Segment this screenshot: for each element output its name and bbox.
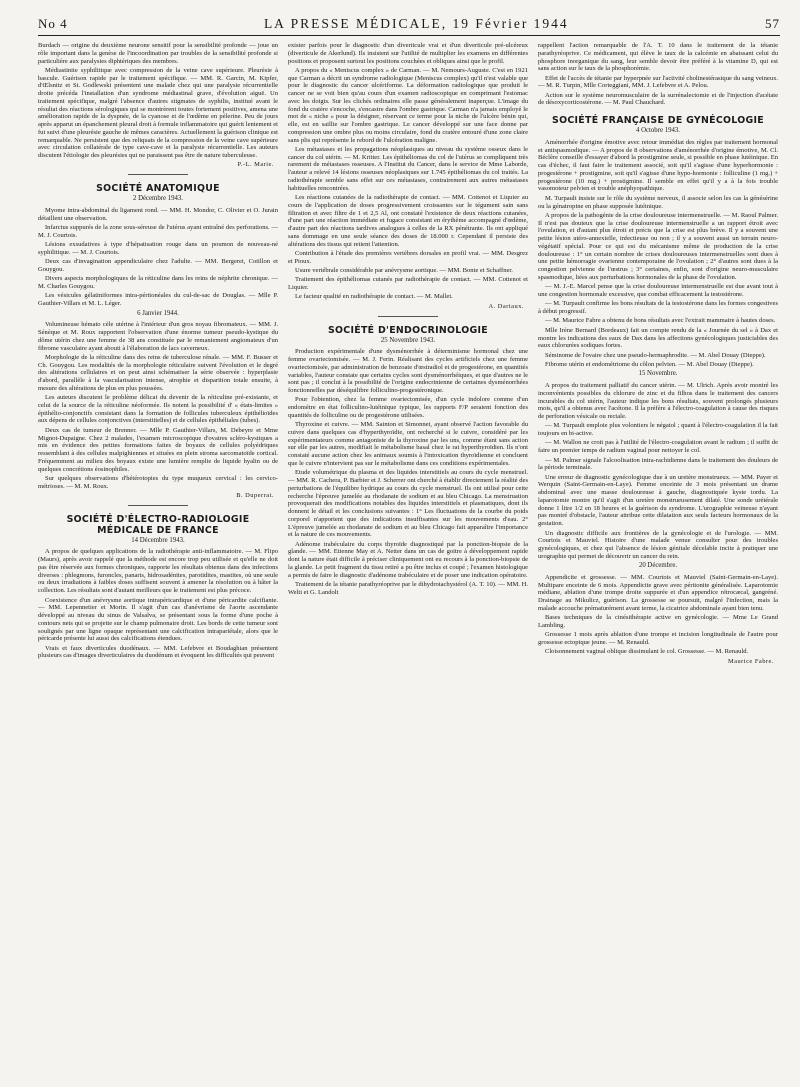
session-date: 20 Décembre. <box>638 562 678 570</box>
section-heading: SOCIÉTÉ D'ENDOCRINOLOGIE <box>327 324 488 336</box>
page-number: 57 <box>764 16 780 31</box>
article-paragraph: Deux cas de tumeur de Brenner. — Mlle P. Gauthier-Villars, M. Debeyre et Mme Mignot-Dupaigne. Chez 2 malades, l'examen microscopique d'ovaires scléro-kystiques a mis en évidence des petites formations faites de boyaux de cellules polyédriques ressemblant à des cellules malpighiennes et situées en plein stroma sarcomatoïde cortical. Fréquemment au milieu des boyaux existe une lumière remplie de liquide hyalin ou de quelques concrétions éosinophiles. <box>38 426 278 473</box>
article-paragraph: Production expérimentale d'une dysménorrhée à déterminisme hormonal chez une femme ovariectomisée. — M. J. Ferin. Réalisant des cycles artificiels chez une femme ovariectomisée, par administration de benzoate d'œstradiol et de progestérone, en quantités variables, l'auteur constate que certains cycles sont dysménorrhéiques, et que d'autres ne le sont pas ; il conclut à la possibilité de l'origine endocrinienne de certaines dysménorrhées fonctionnelles par déséquilibre folliculino-progestéronique. <box>288 348 528 394</box>
session-date: 15 Novembre. <box>638 370 678 378</box>
article-paragraph: Les réactions cutanées de la radiothérapie de contact. — MM. Cottenot et Liquier au cours de l'application de doses progressivement croissantes sur le tégument sain sans filtration et avec filtre de 1 et 2,5 Al, ont constaté l'existence de deux réactions cutanées, d'une part une réaction immédiate et fugace consistant en érythème accompagné d'œdème, d'autre part des réactions tardives analogues à celles de la RX pénétrante. Ils ont appliqué sans dommage en une seule séance des doses de 18.000 r. Cependant il persiste des altérations des tissus qui retient l'attention. <box>288 194 528 248</box>
section-heading: SOCIÉTÉ D'ÉLECTRO-RADIOLOGIE MÉDICALE DE FRANCE <box>66 513 250 536</box>
article-paragraph: Adénome trabéculaire du corps thyroïde diagnostiqué par la ponction-biopsie de la glande. — MM. Etienne May et A. Netter dans un cas de goitre à développement rapide dont la nature était difficile à préciser cliniquement ont eu recours à la ponction-biopsie de la glande. Le petit fragment du tissu retiré a pu être inclus et coupé ; l'examen histologique a permis de faire le diagnostic d'adénome trabéculaire et de poser une indication opératoire. <box>288 540 528 579</box>
session-date: 6 Janvier 1944. <box>137 309 179 317</box>
article-paragraph: Myome intra-abdominal du ligament rond. — MM. H. Mondor, C. Olivier et O. Jurain détaillent une observation. <box>38 206 278 222</box>
separator-rule <box>128 505 188 506</box>
journal-title: LA PRESSE MÉDICALE, 19 Février 1944 <box>263 16 569 31</box>
article-paragraph: Cloisonnement vaginal oblique dissimulant le col. Grossesse. — M. Renauld. <box>545 648 749 656</box>
session-date: 2 Décembre 1943. <box>132 195 183 203</box>
article-paragraph: — M. Maurice Fabre a obtenu de bons résultats avec l'extrait mammaire à hautes doses. <box>545 317 776 325</box>
article-paragraph: Médiastinite syphilitique avec compression de la veine cave supérieure. Pleurésie à bascule. Guérison rapide par le traitement spécifique. — MM. R. Garcin, M. Kipfer, d'Œlsnitz et St. Godlewski présentent une malade chez qui une paralysie récurrentielle droite précéda l'installation d'un syndrome médiastinal grave, d'évolution aiguë. Un traitement spécifique, malgré l'absence d'autres stigmates de syphilis, institué avant le résultat des réactions sérologiques qui se montrèrent toutes fortement positives, amena une amélioration rapide de la dyspnée, de la cyanose et de l'œdème en pèlerine. Peu de jours après apparut un épanchement pleural droit à formule inflammatoire qui guérit lentement et fut suivi d'une pleurésie gauche de mêmes caractères. Actuellement la guérison clinique est remarquable. Ne persistent que des reliquats de la compression de la veine cave supérieure avec circulation collatérale de type cave-cave et la paralysie récurrentielle. Les auteurs discutent l'étiologie des pleurésies qui ne paraissent pas être de nature tuberculeuse. <box>38 66 278 160</box>
article-paragraph: Vrais et faux diverticules duodénaux. — MM. Lefebvre et Boudaghian présentent plusieurs cas d'images diverticulaires du duodénum et évoquent les difficultés qui peuvent <box>38 644 278 660</box>
article-paragraph: Etude volumétrique du plasma et des liquides interstitiels au cours du cycle menstruel. — MM. R. Cachera, P. Barbier et J. Scherrer ont cherché à établir directement la réalité des perturbations de l'équilibre hydrique au cours du cycle menstruel. Ils ont utilisé pour cette recherche l'épreuve jumelée au rhodanate de sodium et au bleu Chicago. La menstruation provoquerait des modifications notables des liquides interstitiels et plasmatiques, dont ils donnent le détail et les conclusions suivantes : 1° Les fluctuations de la courbe du poids corporel n'apportent que des indications insuffisantes sur les mouvements d'eau. 2° L'épreuve jumelée au rhodanate de sodium et au bleu Chicago fait apparaître l'importance et la nature de ces mouvements. <box>288 469 528 539</box>
article-paragraph: Fibrome utérin et endométriome du côlon pelvien. — M. Abel Douay (Dieppe). <box>545 360 754 368</box>
article-paragraph: Appendicite et grossesse. — MM. Courtois et Mauviel (Saint-Germain-en-Laye). Multipare enceinte de 6 mois. Appendicite grave avec péritonite généralisée. Laparotomie médiane, ablation d'une trompe droite suppurée et d'un appendice rétrocæcal, gangréné. Drainage au Mikulicz, guérison. La grossesse se poursuit, malgré l'infection, mais la malade accouche prématurément avant terme, la cicatrice abdominale ayant bien tenu. <box>538 573 778 612</box>
article-paragraph: — M. Turpault emploie plus volontiers le négatol ; quant à l'électro-coagulation il la fait toujours en bi-active. <box>538 422 778 438</box>
article-paragraph: Divers aspects morphologiques de la réticuline dans les reins de néphrite chronique. — M. Charles Gouygou. <box>38 275 278 291</box>
article-paragraph: Les métastases et les propagations néoplasiques au niveau du système osseux dans le cancer du col utérin. — M. Kritter. Les épithéliomas du col de l'utérus se compliquent très rarement de métastases osseuses. A l'Institut du Cancer, dans le service de Mme Laborde, l'auteur a relevé 14 lésions osseuses néoplasiques sur 1.745 épithéliomas du col traités. La radiothérapie semble sans effet sur ces métastases, contrairement aux autres métastases habituelles rencontrées. <box>288 145 528 192</box>
article-paragraph: A propos de quelques applications de la radiothérapie anti-inflammatoire. — M. Flipo (Maurs), après avoir rappelé que la méthode est encore trop peu utilisée et qu'elle ne doit pas être réservée aux formes chroniques, rapporte les résultats obtenus dans des infections diverses : phlegmons, furoncles, panaris, hidrosadénites, parotidites, mastites, où une seule ou deux irradiations à faibles doses suffisent souvent à amener la résolution ou à hâter la collection. Les résultats sont d'autant meilleurs que le traitement est plus précoce. <box>38 548 278 595</box>
session-date: 14 Décembre 1943. <box>131 536 185 544</box>
author-signature: Maurice Fabre. <box>727 657 774 665</box>
session-date: 25 Novembre 1943. <box>380 336 436 344</box>
columns <box>38 42 780 1087</box>
article-paragraph: exister parfois pour le diagnostic d'un diverticule vrai et d'un diverticule pré-ulcéreux (diverticule de Akerlund). Ils insistent sur l'utilité de multiplier les examens en différentes positions et proposent surtout les positions couchées et obliques ainsi que le profil. <box>288 42 528 65</box>
article-paragraph: Les auteurs discutent le problème délicat du devenir de la réticuline pré-existante, et celui de la source de la réticuline néoformée. Ils notent la possibilité d' « états-limites » épithélio-conjonctifs consistant dans la formation de follicules tuberculeux épithélioïdes aux dépens de cellules conjonctives (interstitielles) et de cellules épithéliales (tubes). <box>38 394 278 425</box>
article-paragraph: Séminome de l'ovaire chez une pseudo-hermaphrodite. — M. Abel Douay (Dieppe). <box>545 351 766 359</box>
separator-rule <box>378 316 438 317</box>
session-date: 4 Octobre 1943. <box>636 127 680 135</box>
article-paragraph: Le facteur qualité en radiothérapie de contact. — M. Mallet. <box>295 293 453 301</box>
article-paragraph: Thyroxine et cuivre. — MM. Sainton et Simonnet, ayant observé l'action favorable du cuivre dans quelques cas d'hyperthyroïdie, ont recherché si le cuivre, considéré par les expérimentateurs comme antagoniste de la thyroxine par les uns, comme étant sans action sur elle par les autres, modifiait le métabolisme basal chez le rat hyperthyroïdien. Ils n'ont constaté aucune action chez les animaux soumis à l'intoxication thyroïdienne et concluent que le cuivre n'intervient pas sur le métabolisme dans ces conditions expérimentales. <box>288 421 528 467</box>
article-paragraph: Mlle Irène Bernard (Bordeaux) fait un compte rendu de la « Journée du sel » à Dax et montre les indications des eaux de Dax dans les affections gynécologiques justiciables des eaux chlorurées sodiques fortes. <box>538 326 778 350</box>
article-paragraph: Infarctus suppurés de la zone sous-séreuse de l'utérus ayant entraîné des perforations. — M. J. Courtois. <box>38 224 278 239</box>
author-signature: P.-L. Marie. <box>237 161 274 169</box>
article-paragraph: Aménorrhée d'origine émotive avec retour immédiat des règles par traitement hormonal et antispasmodique. — A propos de 8 observations d'aménorrhée d'origine émotive, M. Cl. Béclère conseille d'essayer d'abord la prostigmine seule, si possible en phase lutéinique. En cas d'échec, il faut faire le traitement associé, soit qu'il s'agisse d'une hyperhormonie : progestérone + prostigmine, soit qu'il s'agisse d'une hypo-hormonie : folliculine (1 mg.) + progestérone (10 mg.) + prostigmine. Il semble en effet qu'il y a à la fois trouble vasomoteur pelvien et trouble anéphyopathique. <box>538 138 778 193</box>
section-heading: SOCIÉTÉ ANATOMIQUE <box>96 183 220 195</box>
article-paragraph: Pour l'obtention, chez la femme ovariectomisée, d'un cycle indolore comme d'un endomètre en état folliculino-lutéinique typique, les rapports F/P seraient fonction des quantités de folliculine ou de progestérone utilisées. <box>288 396 528 419</box>
article-paragraph: Deux cas d'invagination appendiculaire chez l'adulte. — MM. Bergeret, Cotillon et Gouygou. <box>38 258 278 273</box>
column-middle <box>288 42 528 1087</box>
article-paragraph: Grossesse 1 mois après ablation d'une trompe et incision longitudinale de l'autre pour grossesse ectopique jeune. — M. Renauld. <box>538 631 778 647</box>
column-right <box>538 42 778 1087</box>
page-header <box>38 16 780 36</box>
article-paragraph: Sur quelques observations d'hétérotopies du type muqueux cervical : les cervico-métrioses. — M. M. Roux. <box>38 474 278 490</box>
article-paragraph: Traitement des épithéliomas cutanés par radiothérapie de contact. — MM. Cottenot et Liquier. <box>288 276 528 292</box>
article-paragraph: A propos du traitement palliatif du cancer utérin. — M. Ulrich. Après avoir montré les inconvénients possibles du chlorure de zinc et du filhos dans le traitement des cancers incurables du col utérin, l'auteur indique les bons résultats, souvent prolongés plusieurs mois, qu'il a obtenus avec l'acétone. Il la préfère à l'électro-coagulation à cause des risques de perforation vésicale ou rectale. <box>538 382 778 421</box>
section-heading: SOCIÉTÉ FRANÇAISE DE GYNÉCOLOGIE <box>552 115 764 127</box>
issue-number: No 4 <box>38 16 68 31</box>
article-paragraph: Effet de l'accès de tétanie par hyperpnée sur l'activité cholinestérasique du sang veineux. — M. R. Turpin, Mlle Corteggiani, MM. J. Lefebvre et A. Pelou. <box>538 74 778 90</box>
article-paragraph: A propos de la pathogénie de la crise douloureuse intermenstruelle. — M. Raoul Palmer. Il n'est pas douteux que la crise douloureuse intermenstruelle a un rapport étroit avec l'ovulation, et d'autant plus étroit et précis que la crise est plus brève. Il y a souvent une petite lésion utéro-annexielle, infectieuse ou non ; il y a souvent aussi un terrain neuro-végétatif spécial. Pour ce qui est du mécanisme même de production de la crise douloureuse : 1° un certain nombre de crises douloureuses intermenstruelles sont dues à une petite hémorragie ovarienne contemporaine de l'ovulation ; 2° d'autres sont dues à la congestion pelvienne de l'œstrus ; 3° certaines, enfin, sont d'origine neuro-musculaire spasmodique, liées aux perturbations hormonales de la phase de l'ovulation. <box>538 211 778 281</box>
article-paragraph: Une erreur de diagnostic gynécologique due à un uretère monstrueux. — MM. Payer et Werquin (Saint-Germain-en-Laye). Femme enceinte de 3 mois présentant un drame abdominal avec une masse douloureuse à gauche, diagnostiquée kyste tordu. La laparotomie montre qu'il s'agit d'un uretère monstrueusement dilaté. Une sonde urétérale donne 1 litre 1/2 en 18 heures et la guérison du syndrome. L'urographie veineuse n'ayant pas montré d'obstacle, l'auteur attribue cette dilatation aux seuls facteurs hormonaux de la gestation. <box>538 473 778 528</box>
article-paragraph: — M. J.-E. Marcel pense que la crise douloureuse intermenstruelle est due avant tout à une congestion hormonale excessive, que combat efficacement la testostérone. <box>538 283 778 298</box>
column-left <box>38 42 278 1087</box>
article-paragraph: Morphologie de la réticuline dans des reins de tuberculose rénale. — MM. F. Busser et Ch. Gouygou. Les modalités de la morphologie réticulaire suivent l'évolution et le degré des altérations cellulaires et on peut ainsi schématiser la série observée : hyperplasie d'abord, parallèle à la vascularisation intense, atrophie et disparition totale ensuite, à mesure des altérations de plus en plus poussées. <box>38 353 278 392</box>
article-paragraph: — M. Wallon ne croit pas à l'utilité de l'électro-coagulation avant le radium ; il suffit de faire un premier temps de radium vaginal pour nettoyer le col. <box>538 439 778 455</box>
article-paragraph: Les vésicules gélatiniformes intra-péritonéales du cul-de-sac de Douglas. — Mlle P. Gauthier-Villars et M. L. Léger. <box>38 292 278 308</box>
article-paragraph: M. Turpault insiste sur le rôle du système nerveux, il associe selon les cas la génésérine ou la génatropine en phase supposée lutéinique. <box>538 194 778 210</box>
article-paragraph: Contribution à l'étude des premières vertèbres dorsales en profil vrai. — MM. Desgrez et Pioux. <box>288 249 528 265</box>
article-paragraph: Traitement de la tétanie parathyréoprive par le dihydrotachystérol (A. T. 10). — MM. H. Welti et G. Landolt <box>288 580 528 596</box>
separator-rule <box>128 174 188 175</box>
article-paragraph: Volumineuse hémato cèle utérine à l'intérieur d'un gros noyau fibromateux. — MM. J. Sénèque et M. Roux rapportent l'observation d'une énorme tumeur pseudo-kystique du dôme utérin chez une femme de 38 ans constituée par le remaniement angiomateux d'un fibrome vasculaire ayant abouti à l'élaboration de lacs caverneux. <box>38 321 278 352</box>
article-paragraph: Burdach — origine du deuxième neurone sensitif pour la sensibilité profonde — joue un rôle important dans la genèse de l'incoordination par troubles de la sensibilité profonde si particulière aux paralysies diphtériques des membres. <box>38 42 278 65</box>
article-paragraph: Lésions exsudatives à type d'hépatisation rouge dans un poumon de nouveau-né syphilitique. — M. J. Courtois. <box>38 241 278 256</box>
article-paragraph: Coexistence d'un anévrysme aortique intrapéricardique et d'une péricardite calcifiante. — MM. Lepennetier et Morin. Il s'agit d'un cas d'anévrisme de l'aorte ascendante développé au niveau du sinus de Valsalva, se présentant sous la forme d'une poche à contours nets qui se projette sur le champ pulmonaire droit. Les bords de cette tumeur sont soulignés par une ligne opaque représentant une calcification intrapariétale, alors que le péricarde présente lui aussi des calcifications étendues. <box>38 596 278 643</box>
article-paragraph: — M. Palmer signale l'alcoolisation intra-rachidienne dans le traitement des douleurs de la période terminale. <box>538 456 778 472</box>
author-signature: B. Duperrat. <box>236 491 274 499</box>
article-paragraph: Usure vertébrale considérable par anévrysme aortique. — MM. Bonte et Schaffner. <box>295 266 513 274</box>
author-signature: A. Dariaux. <box>488 302 524 310</box>
article-paragraph: Bases techniques de la cinésithérapie active en gynécologie. — Mme Le Grand Lambling. <box>538 614 778 629</box>
article-paragraph: Action sur le système neuromusculaire de la surrénalectomie et de l'injection d'acétate de désoxycorticostérone. — M. Paul Chauchard. <box>538 91 778 107</box>
article-paragraph: Un diagnostic difficile aux frontières de la gynécologie et de l'urologie. — MM. Courtois et Mauviel. Histoire d'une malade venue consulter pour des troubles gynécologiques, et chez qui l'absence de lésion génitale décelable incite à pratiquer une urographie qui permet de découvrir un cancer du rein. <box>538 529 778 560</box>
article-paragraph: rappellent l'action remarquable de l'A. T. 10 dans le traitement de la tétanie parathyréoprive. Ce médicament, qui élève le taux de la calcémie en abaissant celui du phosphore inorganique du sang, leur semble devoir être préféré à la vitamine D, qui est sans action sur le taux de la phosphorémie. <box>538 42 778 73</box>
article-paragraph: — M. Turpault confirme les bons résultats de la testostérone dans les formes congestives à début progressif. <box>538 300 778 316</box>
article-paragraph: A propos du « Meniscus complex » de Carman. — M. Nemours-Auguste. C'est en 1921 que Carman a décrit un syndrome radiologique (Meniscus complex) qu'il n'est valable que pour le diagnostic du cancer ulcériforme. La déformation radiologique que produit le cancer ne se voit bien qu'au cours d'un examen radioscopique en comprimant l'estomac avec les doigts. Sur les clichés ordinaires elle passe généralement inaperçue. L'image du fond du cratère s'encoche, s'encastre dans l'ombre gastrique. Carman n'a jamais employé le mot de « niche » pour la désigner, réservant ce terme pour la niche de l'ulcère bénin qui, elle, est en saillie sur l'ombre gastrique. Le cancer développé sur une face donne par compression une ombre plus ou moins circulaire, fond du cratère entouré d'une zone claire sans plis qui représente le rebord de l'ulcération maligne. <box>288 66 528 144</box>
